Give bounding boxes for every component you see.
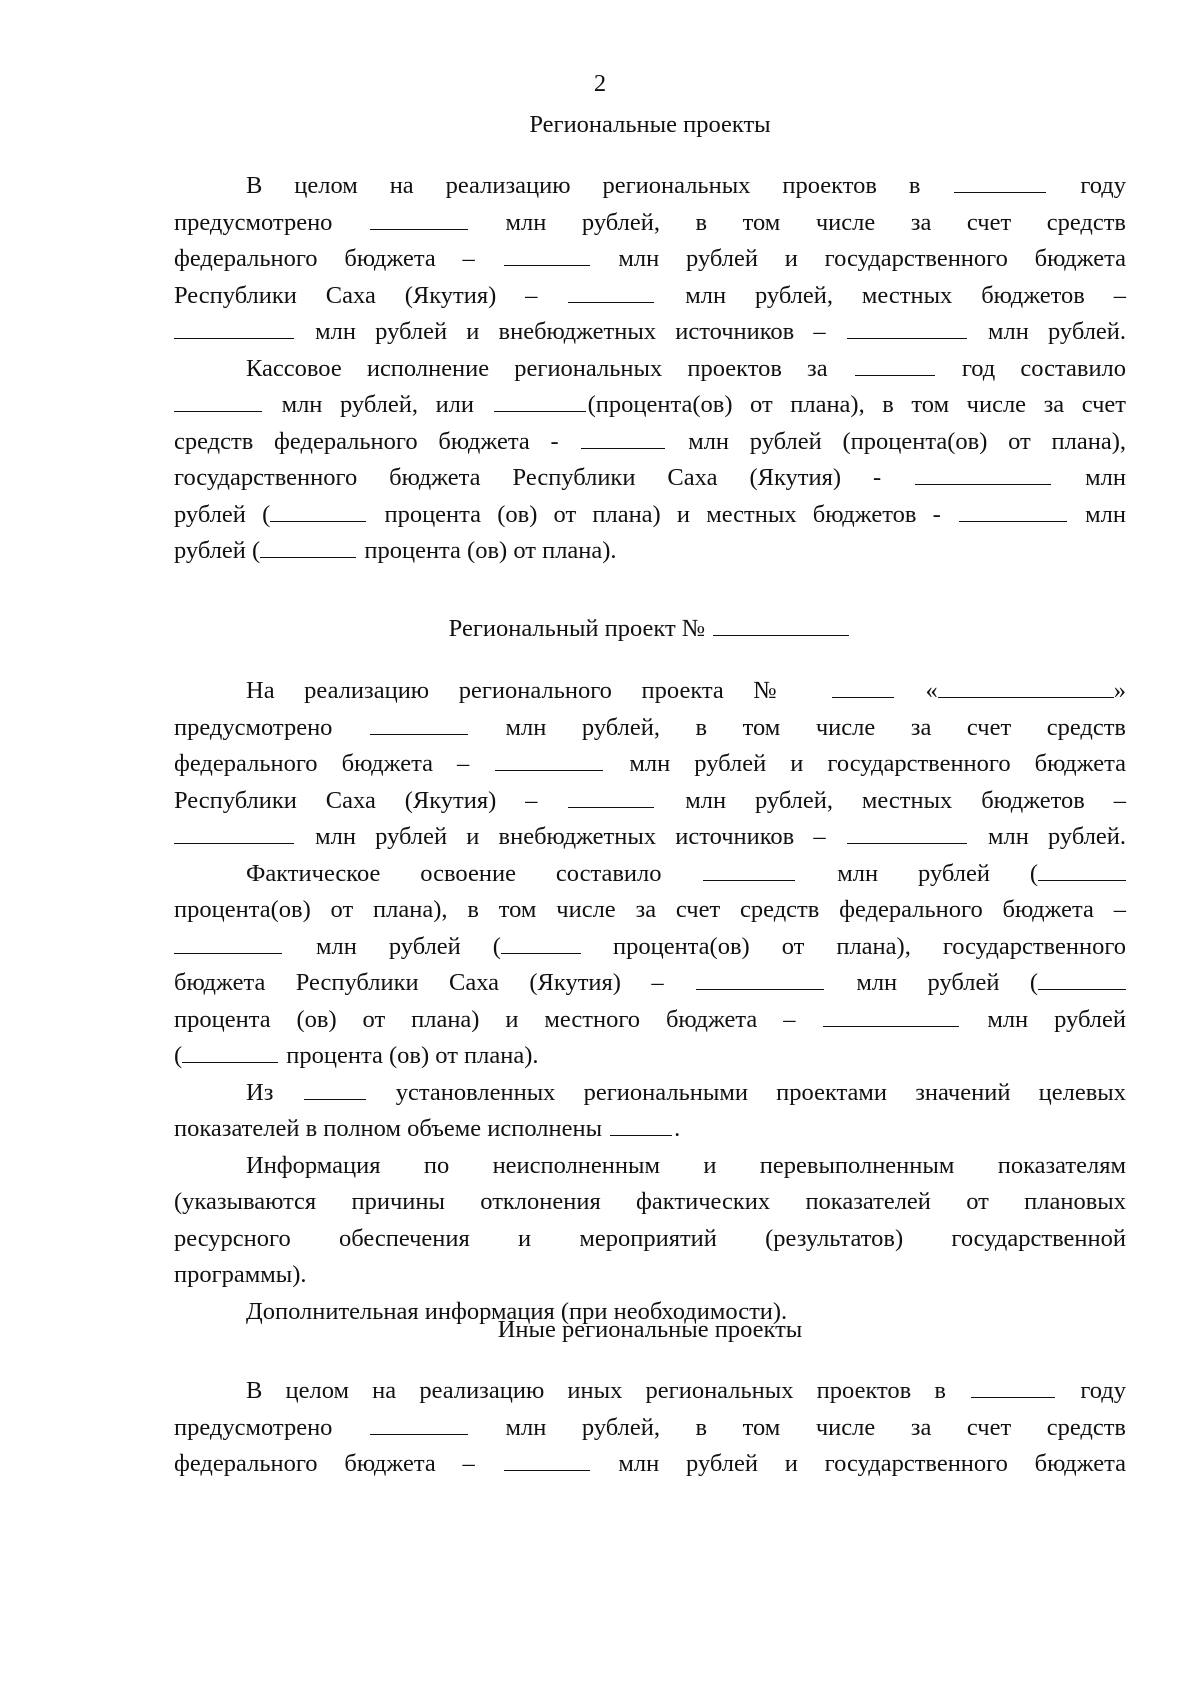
text-line: предусмотрено млн рублей, в том числе за счет средств [174, 713, 1126, 741]
blank-field[interactable] [915, 464, 1051, 485]
text-line: млн рублей и внебюджетных источников – млн рублей. [174, 819, 1126, 856]
text-line: На реализацию регионального проекта № « » [246, 677, 1127, 704]
page-number: 2 [593, 70, 607, 97]
blank-field[interactable] [260, 537, 356, 558]
text-line: рублей ( процента (ов) от плана) и местных бюджетов - млн [174, 500, 1127, 528]
text-line: государственного бюджета Республики Саха (Якутия) - млн [174, 464, 1127, 491]
section-title: Региональный проект № [174, 611, 1126, 648]
text-line: федерального бюджета – млн рублей и государственного бюджета [174, 750, 1127, 777]
blank-field[interactable] [610, 1115, 672, 1136]
text-line: процента(ов) от плана), в том числе за счет средств федерального бюджета – [174, 896, 1126, 923]
text-line: ( процента (ов) от плана). [174, 1042, 539, 1069]
blank-field[interactable] [370, 1414, 468, 1435]
blank-field[interactable] [174, 391, 262, 412]
text-line: В целом на реализацию иных региональных проектов в году [246, 1377, 1127, 1404]
blank-field[interactable] [270, 501, 366, 522]
blank-field[interactable] [174, 823, 294, 844]
blank-field[interactable] [174, 933, 282, 954]
text-line: млн рублей, или (процента(ов) от плана), в том числе за счет [174, 387, 1126, 424]
paragraph [174, 673, 1126, 1330]
blank-field[interactable] [823, 1006, 959, 1027]
text-line: бюджета Республики Саха (Якутия) – млн рублей ( [174, 965, 1126, 1002]
text-line: млн рублей ( процента(ов) от плана), государственного [174, 929, 1126, 966]
text-line: млн рублей и внебюджетных источников – млн рублей. [174, 314, 1126, 351]
blank-field[interactable] [504, 1450, 590, 1471]
paragraph [174, 168, 1126, 570]
section-title: Иные региональные проекты [497, 1316, 803, 1343]
blank-field[interactable] [703, 860, 795, 881]
blank-field[interactable] [971, 1377, 1055, 1398]
text-line: предусмотрено млн рублей, в том числе за счет средств [174, 1413, 1126, 1441]
blank-field[interactable] [1038, 860, 1126, 881]
blank-field[interactable] [304, 1079, 366, 1100]
blank-field[interactable] [847, 823, 967, 844]
blank-field[interactable] [855, 355, 935, 376]
blank-field[interactable] [182, 1042, 278, 1063]
blank-field[interactable] [568, 787, 654, 808]
blank-field[interactable] [847, 318, 967, 339]
blank-field[interactable] [713, 615, 849, 636]
blank-field[interactable] [504, 245, 590, 266]
blank-field[interactable] [174, 318, 294, 339]
section-title: Региональные проекты [529, 111, 771, 138]
text-line: средств федерального бюджета - млн рублей (процента(ов) от плана), [174, 427, 1127, 455]
section-other-projects [174, 1312, 1126, 1349]
text-line: Из установленных региональными проектами значений целевых [246, 1078, 1126, 1106]
blank-field[interactable] [959, 501, 1067, 522]
blank-field[interactable] [501, 933, 581, 954]
section-regional-project [174, 611, 1126, 648]
blank-field[interactable] [370, 714, 468, 735]
blank-field[interactable] [954, 172, 1046, 193]
text-line: (указываются причины отклонения фактических показателей от плановых [174, 1188, 1126, 1215]
text-line: Дополнительная информация (при необходимости). [246, 1297, 788, 1325]
text-line: ресурсного обеспечения и мероприятий (результатов) государственной [174, 1224, 1126, 1252]
text-line: Республики Саха (Якутия) – млн рублей, местных бюджетов – [174, 786, 1127, 814]
blank-field[interactable] [938, 677, 1114, 698]
text-line: Фактическое освоение составило млн рублей ( [174, 856, 1126, 893]
blank-field[interactable] [832, 677, 894, 698]
text-line: федерального бюджета – млн рублей и государственного бюджета [174, 245, 1127, 272]
text-line: предусмотрено млн рублей, в том числе за счет средств [174, 208, 1126, 236]
blank-field[interactable] [370, 209, 468, 230]
text-line: рублей ( процента (ов) от плана). [174, 537, 617, 564]
text-line: Республики Саха (Якутия) – млн рублей, местных бюджетов – [174, 281, 1127, 309]
paragraph [174, 1373, 1126, 1483]
text-line: В целом на реализацию региональных проектов в году [246, 172, 1127, 199]
text-line: федерального бюджета – млн рублей и государственного бюджета [174, 1450, 1127, 1477]
text-line: Кассовое исполнение региональных проектов за год составило [246, 354, 1127, 382]
blank-field[interactable] [581, 428, 665, 449]
text-line: процента (ов) от плана) и местного бюджета – млн рублей [174, 1005, 1127, 1033]
blank-field[interactable] [495, 750, 603, 771]
blank-field[interactable] [1038, 969, 1126, 990]
text-line: программы). [174, 1261, 307, 1288]
blank-field[interactable] [568, 282, 654, 303]
text-line: показателей в полном объеме исполнены . [174, 1115, 681, 1142]
blank-field[interactable] [494, 391, 586, 412]
section-regional-projects [174, 107, 1126, 144]
blank-field[interactable] [696, 969, 824, 990]
text-line: Информация по неисполненным и перевыполненным показателям [246, 1151, 1126, 1179]
